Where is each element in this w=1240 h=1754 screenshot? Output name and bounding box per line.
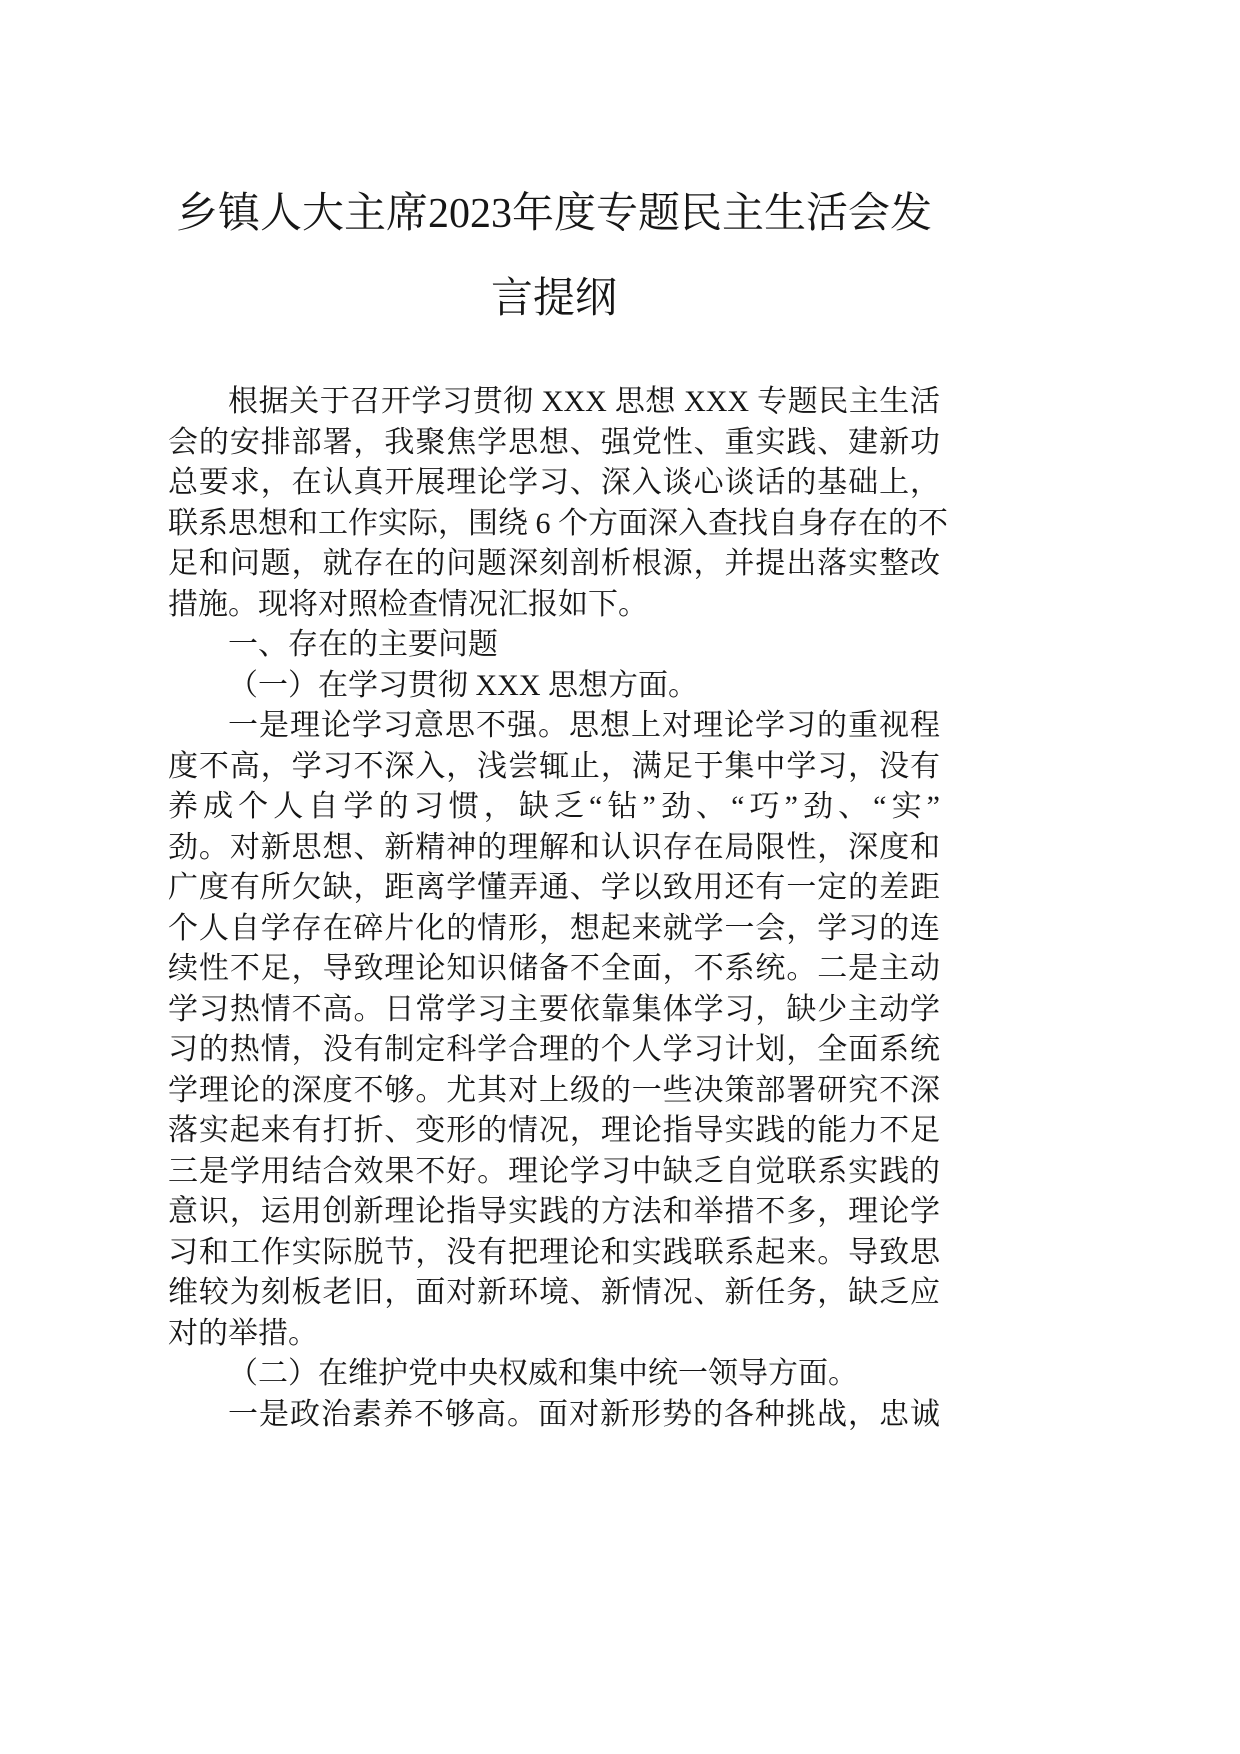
paragraph-line: 维较为刻板老旧，面对新环境、新情况、新任务，缺乏应 — [168, 1276, 940, 1309]
paragraph-line: 劲。对新思想、新精神的理解和认识存在局限性，深度和 — [168, 830, 940, 864]
document-body — [168, 382, 948, 1435]
title-line: 乡镇人大主席2023年度专题民主生活会发 — [175, 191, 932, 237]
paragraph-line: 联系思想和工作实际，围绕 6 个方面深入查找自身存在的不 — [168, 506, 948, 540]
paragraph-line: 习的热情，没有制定科学合理的个人学习计划，全面系统 — [168, 1033, 940, 1066]
paragraph-line: 根据关于召开学习贯彻 XXX 思想 XXX 专题民主生活 — [228, 385, 940, 418]
title-line: 言提纲 — [490, 276, 617, 322]
section-heading: 一、存在的主要问题 — [228, 628, 498, 661]
paragraph-line: 续性不足，导致理论知识储备不全面，不系统。二是主动 — [168, 952, 940, 985]
paragraph-line: 会的安排部署，我聚焦学思想、强党性、重实践、建新功 — [168, 425, 940, 459]
analysis-paragraph — [168, 1395, 940, 1436]
paragraph-line: 足和问题，就存在的问题深刻剖析根源，并提出落实整改 — [168, 547, 940, 580]
paragraph-line: 养成个人自学的习惯，缺乏“钻”劲、“巧”劲、“实” — [168, 790, 940, 823]
paragraph-line: 对的举措。 — [168, 1316, 318, 1350]
analysis-paragraph — [168, 706, 940, 1354]
paragraph-line: 度不高，学习不深入，浅尝辄止，满足于集中学习，没有 — [168, 749, 940, 783]
intro-paragraph — [168, 382, 948, 625]
document-title — [168, 172, 940, 342]
paragraph-line: 措施。现将对照检查情况汇报如下。 — [168, 587, 648, 621]
subsection-heading: （一）在学习贯彻 XXX 思想方面。 — [228, 668, 698, 702]
paragraph-line: 学理论的深度不够。尤其对上级的一些决策部署研究不深 — [168, 1073, 940, 1107]
paragraph-line: 总要求，在认真开展理论学习、深入谈心谈话的基础上， — [168, 466, 940, 499]
paragraph-line: 个人自学存在碎片化的情形，想起来就学一会，学习的连 — [168, 911, 940, 945]
paragraph-line: 一是政治素养不够高。面对新形势的各种挑战，忠诚 — [228, 1397, 940, 1431]
paragraph-line: 广度有所欠缺，距离学懂弄通、学以致用还有一定的差距 — [168, 871, 940, 904]
paragraph-line: 学习热情不高。日常学习主要依靠集体学习，缺少主动学 — [168, 992, 940, 1026]
paragraph-line: 落实起来有打折、变形的情况，理论指导实践的能力不足 — [168, 1114, 940, 1147]
paragraph-line: 意识，运用创新理论指导实践的方法和举措不多，理论学 — [168, 1195, 940, 1228]
paragraph-line: 三是学用结合效果不好。理论学习中缺乏自觉联系实践的 — [168, 1154, 940, 1188]
subsection-heading: （二）在维护党中央权威和集中统一领导方面。 — [228, 1357, 858, 1390]
paragraph-line: 习和工作实际脱节，没有把理论和实践联系起来。导致思 — [168, 1235, 940, 1269]
paragraph-line: 一是理论学习意思不强。思想上对理论学习的重视程 — [228, 709, 940, 742]
